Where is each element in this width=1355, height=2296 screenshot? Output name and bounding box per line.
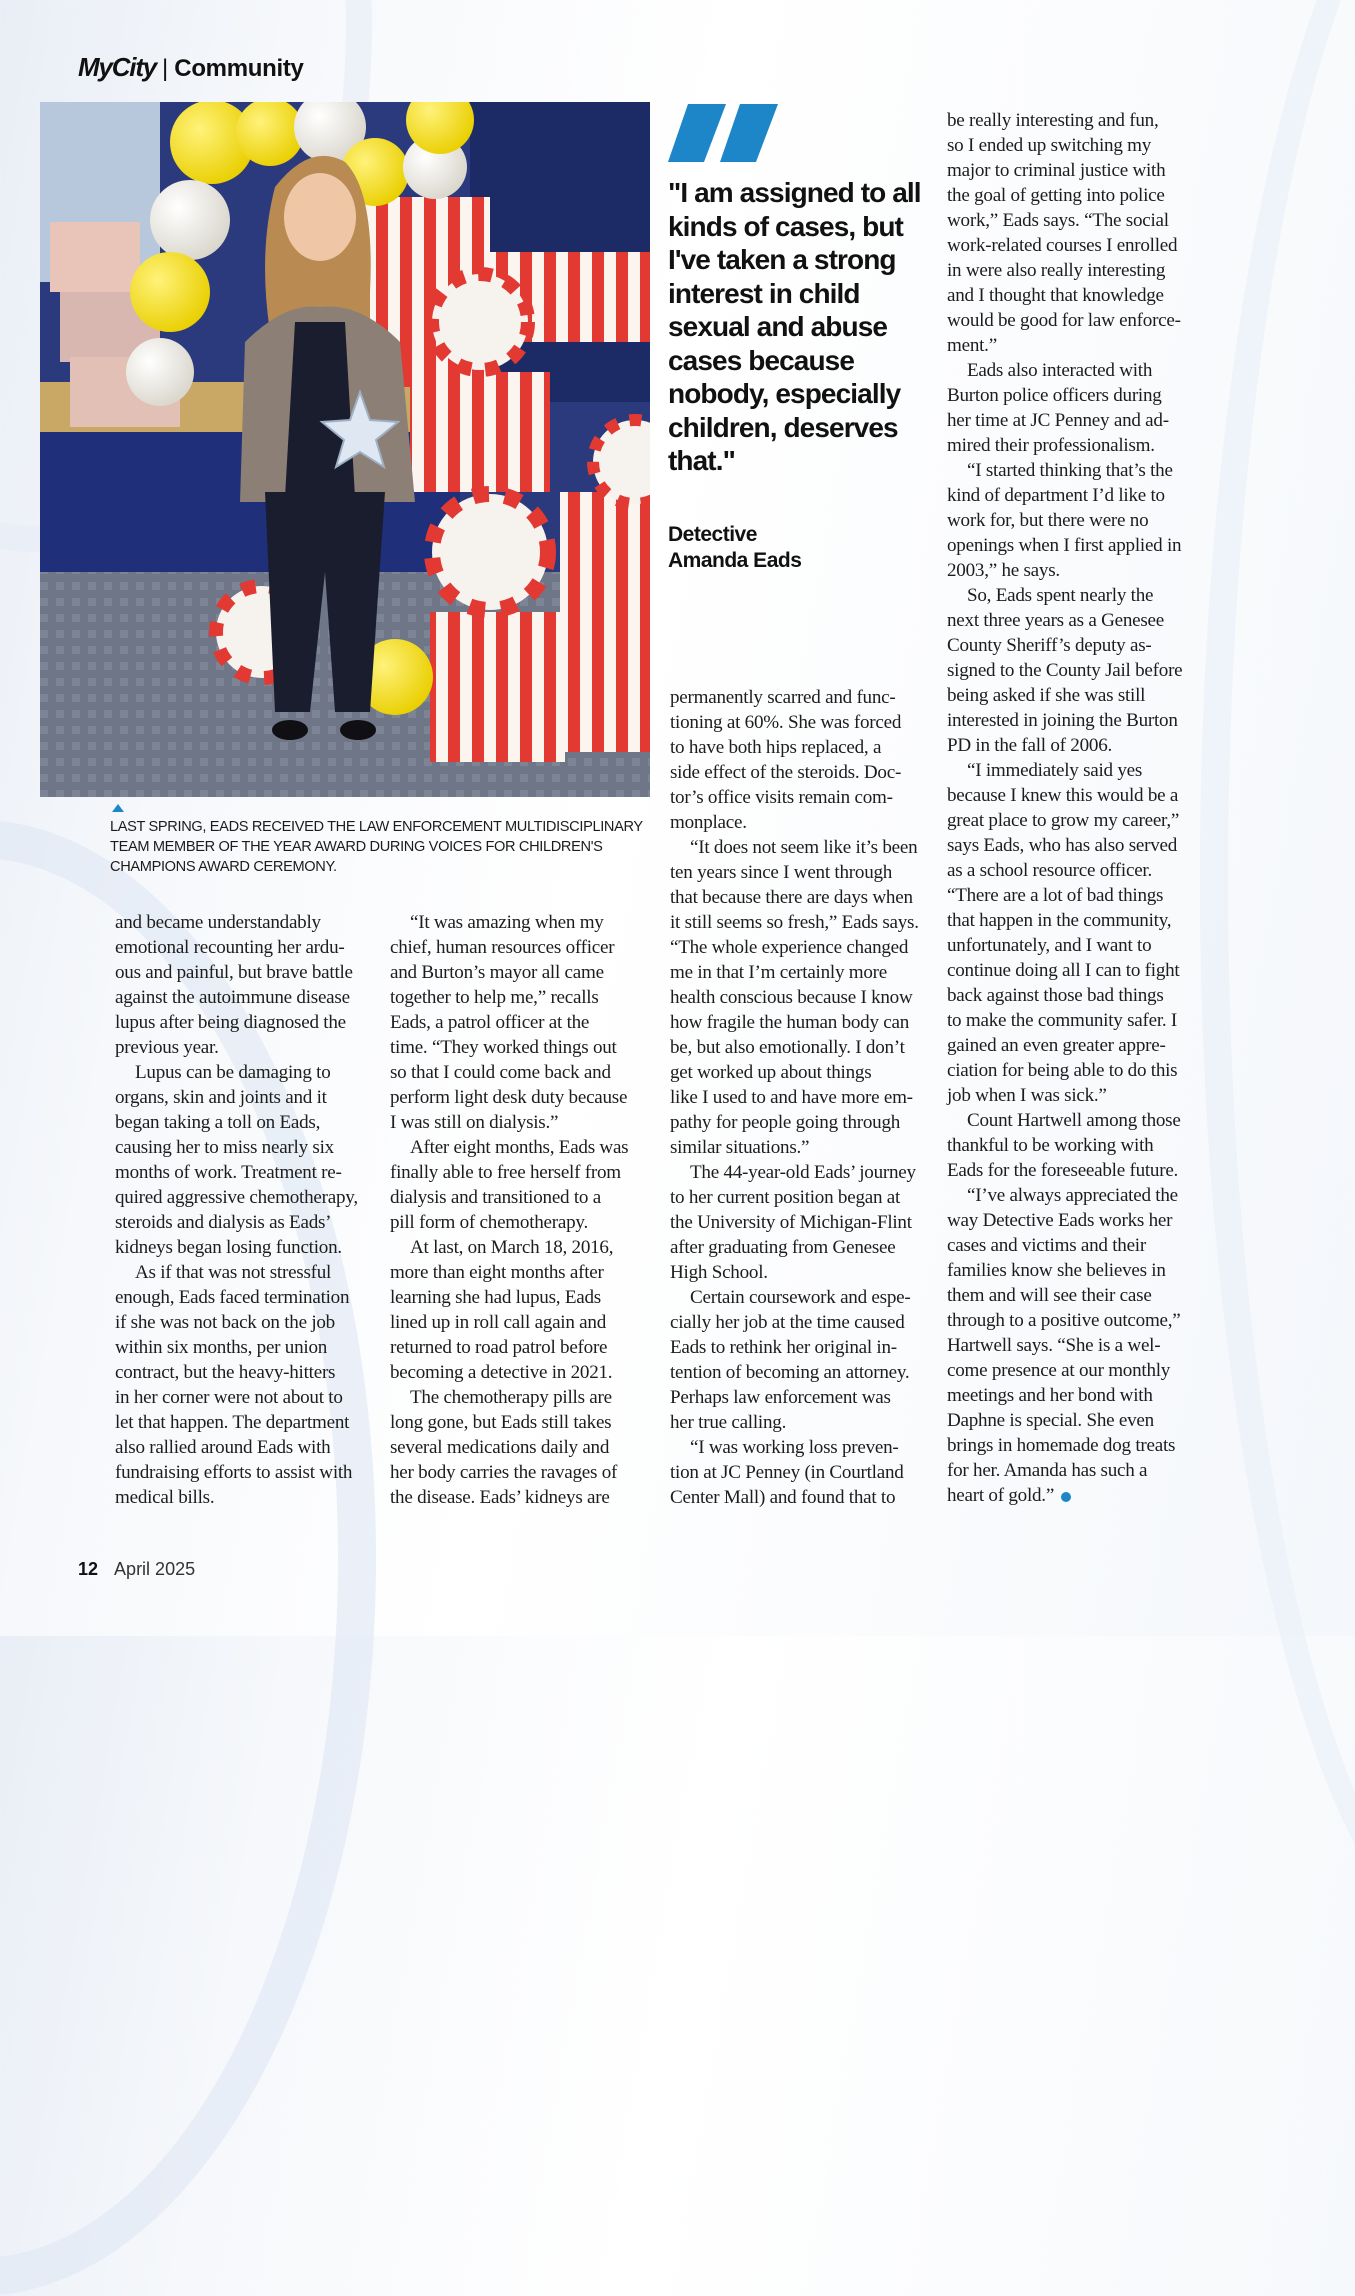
article-line: next three years as a Genesee bbox=[947, 610, 1164, 631]
article-line: the University of Michigan-Flint bbox=[670, 1212, 912, 1233]
article-line: back against those bad things bbox=[947, 985, 1164, 1006]
article-line: in were also really interesting bbox=[947, 260, 1166, 281]
article-line: causing her to miss nearly six bbox=[115, 1137, 334, 1158]
pull-quote: "I am assigned to all kinds of cases, but I've taken a strong interest in child sexual and abuse cases because nobody, especially children, deserves that." bbox=[668, 177, 921, 476]
article-line: signed to the County Jail before bbox=[947, 660, 1183, 681]
article-line: As if that was not stressful bbox=[135, 1262, 332, 1283]
page-header bbox=[78, 52, 304, 83]
article-line: work,” Eads says. “The social bbox=[947, 210, 1169, 231]
caption-marker-icon bbox=[112, 804, 124, 812]
article-line: “I started thinking that’s the bbox=[967, 460, 1173, 481]
article-line: “It was amazing when my bbox=[410, 912, 604, 933]
article-line: to make the community safer. I bbox=[947, 1010, 1178, 1031]
article-line: Burton police officers during bbox=[947, 385, 1162, 406]
article-line: steroids and dialysis as Eads’ bbox=[115, 1212, 332, 1233]
article-line: “I immediately said yes bbox=[967, 760, 1143, 781]
article-line: The 44-year-old Eads’ journey bbox=[690, 1162, 916, 1183]
article-line: “There are a lot of bad things bbox=[947, 885, 1164, 906]
article-column-1 bbox=[115, 910, 380, 1510]
article-line: chief, human resources officer bbox=[390, 937, 615, 958]
attribution-title: Detective bbox=[668, 523, 757, 546]
article-line: interested in joining the Burton bbox=[947, 710, 1178, 731]
article-line: them and will see their case bbox=[947, 1285, 1152, 1306]
section-title: Community bbox=[174, 55, 304, 82]
article-line: like I used to and have more em- bbox=[670, 1087, 913, 1108]
article-line: so that I could come back and bbox=[390, 1062, 611, 1083]
article-line: monplace. bbox=[670, 812, 747, 833]
article-line: “The whole experience changed bbox=[670, 937, 909, 958]
attribution-name: Amanda Eads bbox=[668, 549, 802, 572]
article-line: Daphne is special. She even bbox=[947, 1410, 1154, 1431]
article-line: Certain coursework and espe- bbox=[690, 1287, 911, 1308]
article-line: health conscious because I know bbox=[670, 987, 913, 1008]
article-line: her time at JC Penney and ad- bbox=[947, 410, 1169, 431]
pull-quote-attribution bbox=[668, 522, 928, 574]
article-line: says Eads, who has also served bbox=[947, 835, 1178, 856]
article-line: returned to road patrol before bbox=[390, 1337, 608, 1358]
article-line: also rallied around Eads with bbox=[115, 1437, 331, 1458]
article-line: fundraising efforts to assist with bbox=[115, 1462, 353, 1483]
article-line: several medications daily and bbox=[390, 1437, 610, 1458]
article-line: that happen in the community, bbox=[947, 910, 1172, 931]
article-line: Eads for the foreseeable future. bbox=[947, 1160, 1179, 1181]
article-line: long gone, but Eads still takes bbox=[390, 1412, 612, 1433]
article-line: Eads, a patrol officer at the bbox=[390, 1012, 590, 1033]
article-line: and became understandably bbox=[115, 912, 321, 933]
article-line: Perhaps law enforcement was bbox=[670, 1387, 891, 1408]
article-line: as a school resource officer. bbox=[947, 860, 1152, 881]
quote-marks-icon bbox=[668, 104, 778, 167]
article-line: heart of gold.” bbox=[947, 1483, 1212, 1508]
article-line: unfortunately, and I want to bbox=[947, 935, 1152, 956]
article-line: Hartwell says. “She is a wel- bbox=[947, 1335, 1161, 1356]
article-line: side effect of the steroids. Doc- bbox=[670, 762, 902, 783]
article-line: quired aggressive chemotherapy, bbox=[115, 1187, 358, 1208]
article-line: kind of department I’d like to bbox=[947, 485, 1165, 506]
article-line: Center Mall) and found that to bbox=[670, 1487, 896, 1508]
article-line: began taking a toll on Eads, bbox=[115, 1112, 321, 1133]
article-line: great place to grow my career,” bbox=[947, 810, 1180, 831]
article-line: After eight months, Eads was bbox=[410, 1137, 629, 1158]
article-line: Eads to rethink her original in- bbox=[670, 1337, 897, 1358]
article-line: how fragile the human body can bbox=[670, 1012, 910, 1033]
article-line: if she was not back on the job bbox=[115, 1312, 335, 1333]
article-line: be really interesting and fun, bbox=[947, 110, 1159, 131]
article-line: to have both hips replaced, a bbox=[670, 737, 882, 758]
article-line: that because there are days when bbox=[670, 887, 913, 908]
article-line: come presence at our monthly bbox=[947, 1360, 1171, 1381]
article-line: her true calling. bbox=[670, 1412, 787, 1433]
article-line: At last, on March 18, 2016, bbox=[410, 1237, 614, 1258]
article-line: tor’s office visits remain com- bbox=[670, 787, 893, 808]
article-column-3 bbox=[670, 685, 935, 1510]
article-column-4 bbox=[947, 108, 1212, 1508]
award-ceremony-photo bbox=[40, 102, 650, 797]
article-line: would be good for law enforce- bbox=[947, 310, 1181, 331]
article-line: mired their professionalism. bbox=[947, 435, 1155, 456]
article-line: job when I was sick.” bbox=[947, 1085, 1107, 1106]
caption-text: LAST SPRING, EADS RECEIVED THE LAW ENFORCEMENT MULTIDISCIPLINARY TEAM MEMBER OF THE YEAR AWARD DURING VOICES FOR CHILDREN'S CHAMPIONS AWARD CEREMONY. bbox=[110, 819, 643, 875]
article-line: and Burton’s mayor all came bbox=[390, 962, 604, 983]
article-line: I was still on dialysis.” bbox=[390, 1112, 559, 1133]
article-line: me in that I’m certainly more bbox=[670, 962, 888, 983]
background-swoosh bbox=[1200, 0, 1355, 1956]
photo-caption bbox=[110, 804, 670, 877]
article-line: so I ended up switching my bbox=[947, 135, 1152, 156]
page-number: 12 bbox=[78, 1559, 99, 1579]
article-line: organs, skin and joints and it bbox=[115, 1087, 327, 1108]
article-line: pathy for people going through bbox=[670, 1112, 901, 1133]
article-line: lined up in roll call again and bbox=[390, 1312, 607, 1333]
article-line: tion at JC Penney (in Courtland bbox=[670, 1462, 904, 1483]
article-line: pill form of chemotherapy. bbox=[390, 1212, 588, 1233]
article-line: “It does not seem like it’s been bbox=[690, 837, 918, 858]
article-line: being asked if she was still bbox=[947, 685, 1146, 706]
article-line: brings in homemade dog treats bbox=[947, 1435, 1176, 1456]
article-line: High School. bbox=[670, 1262, 768, 1283]
article-line: work for, but there were no bbox=[947, 510, 1149, 531]
article-line: ten years since I went through bbox=[670, 862, 893, 883]
brand-logo: MyCity bbox=[78, 52, 157, 82]
article-line: time. “They worked things out bbox=[390, 1037, 617, 1058]
article-line: dialysis and transitioned to a bbox=[390, 1187, 601, 1208]
article-column-2 bbox=[390, 910, 655, 1510]
article-line: thankful to be working with bbox=[947, 1135, 1154, 1156]
article-line: Lupus can be damaging to bbox=[135, 1062, 331, 1083]
article-line: becoming a detective in 2021. bbox=[390, 1362, 613, 1383]
article-line: lupus after being diagnosed the bbox=[115, 1012, 346, 1033]
article-line: major to criminal justice with bbox=[947, 160, 1166, 181]
article-line: continue doing all I can to fight bbox=[947, 960, 1180, 981]
article-line: it still seems so fresh,” Eads says. bbox=[670, 912, 919, 933]
article-line: Eads also interacted with bbox=[967, 360, 1153, 381]
article-line: more than eight months after bbox=[390, 1262, 604, 1283]
article-line: get worked up about things bbox=[670, 1062, 872, 1083]
article-line: ous and painful, but brave battle bbox=[115, 962, 353, 983]
article-line: openings when I first applied in bbox=[947, 535, 1182, 556]
article-line: for her. Amanda has such a bbox=[947, 1460, 1148, 1481]
article-line: learning she had lupus, Eads bbox=[390, 1287, 601, 1308]
article-line: enough, Eads faced termination bbox=[115, 1287, 350, 1308]
article-line: Count Hartwell among those bbox=[967, 1110, 1181, 1131]
article-line: the goal of getting into police bbox=[947, 185, 1165, 206]
article-line: kidneys began losing function. bbox=[115, 1237, 342, 1258]
article-line: work-related courses I enrolled bbox=[947, 235, 1178, 256]
article-line: “I’ve always appreciated the bbox=[967, 1185, 1178, 1206]
article-line: ment.” bbox=[947, 335, 997, 356]
end-mark-icon bbox=[1061, 1492, 1071, 1502]
article-line: ciation for being able to do this bbox=[947, 1060, 1178, 1081]
article-line: cases and victims and their bbox=[947, 1235, 1146, 1256]
page-footer bbox=[78, 1559, 195, 1580]
article-line: months of work. Treatment re- bbox=[115, 1162, 342, 1183]
article-line: meetings and her bond with bbox=[947, 1385, 1153, 1406]
article-line: “I was working loss preven- bbox=[690, 1437, 899, 1458]
article-line: within six months, per union bbox=[115, 1337, 328, 1358]
article-line: medical bills. bbox=[115, 1487, 215, 1508]
article-line: gained an even greater appre- bbox=[947, 1035, 1166, 1056]
article-line: cially her job at the time caused bbox=[670, 1312, 905, 1333]
article-line: because I knew this would be a bbox=[947, 785, 1179, 806]
article-line: be, but also emotionally. I don’t bbox=[670, 1037, 905, 1058]
article-line: and I thought that knowledge bbox=[947, 285, 1164, 306]
article-line: the disease. Eads’ kidneys are bbox=[390, 1487, 610, 1508]
article-line: So, Eads spent nearly the bbox=[967, 585, 1154, 606]
article-line: in her corner were not about to bbox=[115, 1387, 343, 1408]
article-line: perform light desk duty because bbox=[390, 1087, 628, 1108]
article-line: PD in the fall of 2006. bbox=[947, 735, 1113, 756]
article-line: let that happen. The department bbox=[115, 1412, 350, 1433]
article-line: her body carries the ravages of bbox=[390, 1462, 618, 1483]
article-line: to her current position began at bbox=[670, 1187, 901, 1208]
issue-date: April 2025 bbox=[114, 1559, 196, 1579]
article-line: tention of becoming an attorney. bbox=[670, 1362, 910, 1383]
article-line: tioning at 60%. She was forced bbox=[670, 712, 902, 733]
article-line: 2003,” he says. bbox=[947, 560, 1060, 581]
article-line: permanently scarred and func- bbox=[670, 687, 896, 708]
article-line: through to a positive outcome,” bbox=[947, 1310, 1181, 1331]
article-line: County Sheriff’s deputy as- bbox=[947, 635, 1152, 656]
article-line: families know she believes in bbox=[947, 1260, 1166, 1281]
header-separator: | bbox=[162, 55, 169, 82]
article-line: after graduating from Genesee bbox=[670, 1237, 896, 1258]
article-line: way Detective Eads works her bbox=[947, 1210, 1173, 1231]
article-line: contract, but the heavy-hitters bbox=[115, 1362, 336, 1383]
article-line: finally able to free herself from bbox=[390, 1162, 621, 1183]
article-line: against the autoimmune disease bbox=[115, 987, 350, 1008]
article-line: similar situations.” bbox=[670, 1137, 810, 1158]
article-line: together to help me,” recalls bbox=[390, 987, 599, 1008]
article-line: emotional recounting her ardu- bbox=[115, 937, 345, 958]
article-line: previous year. bbox=[115, 1037, 219, 1058]
article-line: The chemotherapy pills are bbox=[410, 1387, 612, 1408]
